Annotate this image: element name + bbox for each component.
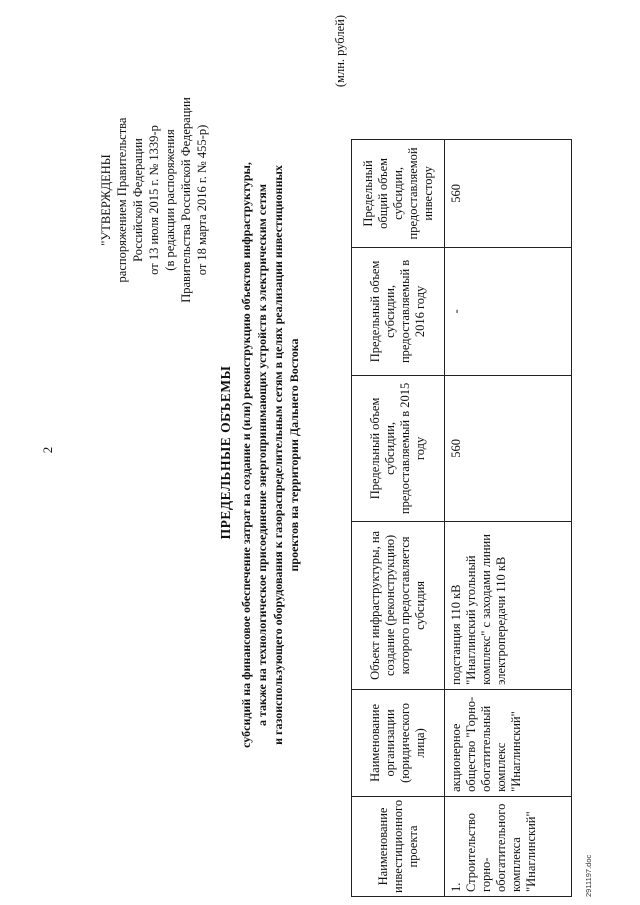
header-organization: Наименование организации (юридического лица) — [352, 689, 445, 796]
cell-infrastructure-object: подстанция 110 кВ "Инаглинский угольный комплекс" с заходами линии электропередачи 110 кВ — [445, 521, 572, 689]
subtitle-line: а также на технологическое присоединение энергопринимающих устройств к электрическим сетям — [255, 183, 269, 727]
units-label: (млн. рублей) — [333, 15, 347, 88]
approval-line: от 18 марта 2016 г. № 455-р) — [195, 124, 209, 276]
header-infrastructure-object: Объект инфраструктуры, на создание (реконструкцию) которого предоставляется субсидия — [352, 521, 445, 689]
cell-subsidy-2016: - — [445, 247, 572, 375]
cell-subsidy-total: 560 — [445, 139, 572, 247]
header-subsidy-total: Предельный общий объем субсидии, предоставляемой инвестору — [352, 139, 445, 247]
header-subsidy-2016: Предельный объем субсидии, предоставляемый в 2016 году — [352, 247, 445, 375]
approval-line: (в редакции распоряжения — [163, 129, 177, 271]
header-project-name: Наименование инвестиционного проекта — [352, 796, 445, 896]
document-file-id: 2911197.doc — [584, 854, 593, 897]
approval-line: от 13 июля 2015 г. № 1339-р — [147, 125, 161, 275]
document-subtitle — [238, 95, 302, 815]
table-header-row — [352, 139, 445, 896]
cell-project-name: 1. Строительство горно-обогатительного комплекса "Инаглинский" — [445, 796, 572, 896]
subsidy-table — [351, 139, 572, 897]
page-number: 2 — [40, 446, 55, 454]
approval-line: Российской Федерации — [131, 138, 145, 262]
approval-line: распоряжением Правительства — [115, 117, 129, 283]
document-title: ПРЕДЕЛЬНЫЕ ОБЪЕМЫ — [218, 365, 233, 540]
cell-subsidy-2015: 560 — [445, 375, 572, 521]
approval-line: Правительства Российской Федерации — [179, 97, 193, 303]
approval-line: "УТВЕРЖДЕНЫ — [99, 154, 113, 246]
subtitle-line: проектов на территории Дальнего Востока — [287, 338, 301, 572]
header-subsidy-2015: Предельный объем субсидии, предоставляемый в 2015 году — [352, 375, 445, 521]
approval-stamp — [98, 50, 210, 350]
table-row — [445, 139, 572, 896]
cell-organization: акционерное общество "Горно-обогатительный комплекс "Инаглинский" — [445, 689, 572, 796]
subtitle-line: субсидий на финансовое обеспечение затрат на создание и (или) реконструкцию объектов инфраструктуры, — [239, 162, 253, 748]
subtitle-line: и газоиспользующего оборудования к газораспределительным сетям в целях реализации инвестиционных — [271, 165, 285, 745]
